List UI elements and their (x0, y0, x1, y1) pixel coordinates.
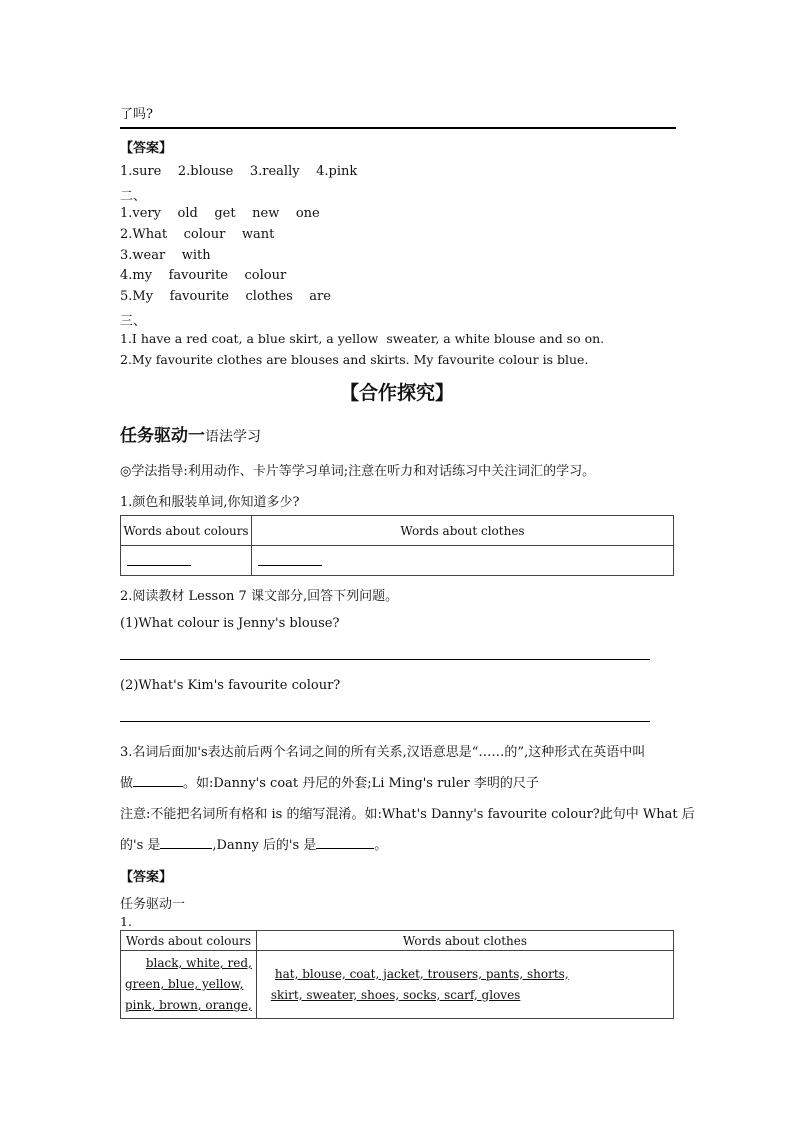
answer-sentence: 2.My favourite clothes are blouses and skirts. My favourite colour is blue. (120, 352, 589, 367)
question-2-2: (2)What's Kim's favourite colour? (120, 678, 341, 693)
colours-answer: black, white, red, green, blue, yellow, pink, brown, orange, (121, 951, 257, 1019)
clothes-answer: hat, blouse, coat, jacket, trousers, pants, shorts, skirt, sweater, shoes, socks, scarf, gloves (256, 951, 673, 1019)
fill-blank[interactable] (316, 837, 374, 849)
colours-blank[interactable] (127, 553, 191, 566)
answer-number: 1. (120, 914, 132, 929)
colours-blank-cell (121, 546, 252, 576)
header-clothes: Words about clothes (256, 931, 673, 951)
top-fragment: 了吗? (120, 107, 153, 122)
vocab-table (120, 515, 674, 576)
question-1: 1.颜色和服装单词,你知道多少? (120, 495, 300, 510)
clothes-blank[interactable] (258, 553, 322, 566)
answer-sentence: 1.I have a red coat, a blue skirt, a yellow sweater, a white blouse and so on. (120, 331, 605, 346)
answer-task: 任务驱动一 (120, 897, 186, 912)
answer-line-blank[interactable] (120, 721, 650, 722)
header-clothes: Words about clothes (252, 516, 674, 546)
question-3-line4: 的's 是 ,Danny 后的's 是 。 (120, 838, 388, 853)
answer-line: 5.My favourite clothes are (120, 289, 331, 304)
fill-blank[interactable] (133, 775, 183, 787)
answer-part1: 1.sure 2.blouse 3.really 4.pink (120, 164, 358, 179)
answer-line: 4.my favourite colour (120, 268, 287, 283)
section-2-label: 二、 (120, 189, 147, 204)
header-colours: Words about colours (121, 516, 252, 546)
answer-table (120, 930, 674, 1019)
answer-line: 1.very old get new one (120, 206, 320, 221)
question-2: 2.阅读教材 Lesson 7 课文部分,回答下列问题。 (120, 589, 399, 604)
answer-label: 【答案】 (120, 141, 173, 156)
clothes-blank-cell (252, 546, 674, 576)
section-3-label: 三、 (120, 314, 147, 329)
answer-label: 【答案】 (120, 870, 173, 885)
header-colours: Words about colours (121, 931, 257, 951)
answer-line: 3.wear with (120, 248, 211, 263)
study-guide: ◎学法指导:利用动作、卡片等学习单词;注意在听力和对话练习中关注词汇的学习。 (120, 464, 596, 479)
question-3-line2: 做 。如:Danny's coat 丹尼的外套;Li Ming's ruler 李明的尺子 (120, 776, 539, 791)
question-3-line1: 3.名词后面加's表达前后两个名词之间的所有关系,汉语意思是“……的”,这种形式在英语中叫 (120, 745, 646, 760)
header-rule (120, 127, 676, 129)
question-2-1: (1)What colour is Jenny's blouse? (120, 616, 340, 631)
fill-blank[interactable] (160, 837, 212, 849)
task-heading (120, 421, 261, 446)
answer-line-blank[interactable] (120, 659, 650, 660)
answer-line: 2.What colour want (120, 227, 275, 242)
question-3-line3: 注意:不能把名词所有格和 is 的缩写混淆。如:What's Danny's favourite colour?此句中 What 后 (120, 807, 695, 822)
section-title: 【合作探究】 (339, 382, 454, 404)
task-subtitle: 语法学习 (205, 429, 261, 445)
task-title: 任务驱动一 (120, 426, 205, 446)
